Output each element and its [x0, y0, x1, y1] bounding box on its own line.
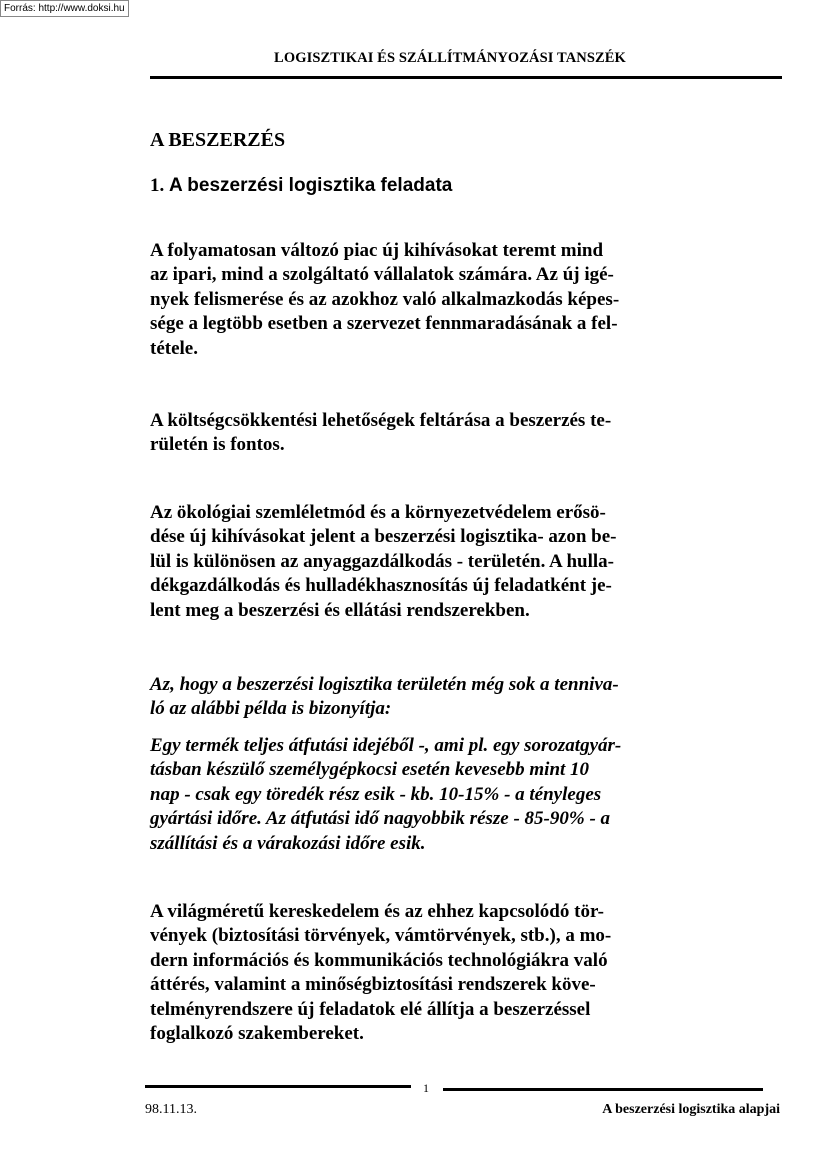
paragraph-world-trade [150, 900, 710, 1046]
paragraph-line: Az, hogy a beszerzési logisztika területén még sok a tenniva- [150, 674, 619, 695]
paragraph-market-challenges [150, 239, 710, 361]
paragraph-line: lent meg a beszerzési és ellátási rendszerekben. [150, 599, 530, 621]
paragraph-line: lül is különösen az anyaggazdálkodás - területén. A hulla- [150, 550, 614, 572]
source-label: Forrás: http://www.doksi.hu [0, 0, 129, 17]
paragraph-line: az ipari, mind a szolgáltató vállalatok számára. Az új igé- [150, 264, 614, 286]
paragraph-line: A világméretű kereskedelem és az ehhez kapcsolódó tör- [150, 901, 604, 922]
paragraph-lead-time-example [150, 734, 710, 856]
paragraph-line: gyártási időre. Az átfutási idő nagyobbik része - 85-90% - a [150, 808, 611, 830]
paragraph-cost-reduction [150, 409, 710, 458]
paragraph-line: tásban készülő személygépkocsi esetén kevesebb mint 10 [150, 759, 590, 781]
subsection-title [150, 175, 452, 197]
paragraph-ecology [150, 501, 710, 623]
paragraph-line: A költségcsökkentési lehetőségek feltárása a beszerzés te- [150, 410, 612, 431]
paragraph-line: tétele. [150, 337, 198, 359]
paragraph-line: áttérés, valamint a minőségbiztosítási rendszerek köve- [150, 974, 596, 996]
paragraph-line: dern információs és kommunikációs technológiákra való [150, 949, 608, 971]
paragraph-line: szállítási és a várakozási időre esik. [150, 832, 426, 854]
paragraph-line: rületén is fontos. [150, 434, 285, 456]
subsection-number: 1. [150, 175, 165, 196]
footer-rule-right [443, 1088, 763, 1091]
paragraph-line: ló az alábbi példa is bizonyítja: [150, 698, 392, 720]
paragraph-line: dése új kihívásokat jelent a beszerzési logisztika- azon be- [150, 526, 617, 548]
paragraph-line: nap - csak egy töredék rész esik - kb. 10-15% - a tényleges [150, 783, 602, 805]
subsection-heading: A beszerzési logisztika feladata [169, 175, 453, 196]
paragraph-line: telményrendszere új feladatok elé állítja a beszerzéssel [150, 998, 591, 1020]
paragraph-line: A folyamatosan változó piac új kihívásokat teremt mind [150, 240, 604, 261]
paragraph-line: Egy termék teljes átfutási idejéből -, ami pl. egy sorozatgyár- [150, 735, 622, 756]
footer-date: 98.11.13. [145, 1102, 197, 1117]
paragraph-line: Az ökológiai szemléletmód és a környezetvédelem erősö- [150, 502, 606, 523]
paragraph-line: nyek felismerése és az azokhoz való alkalmazkodás képes- [150, 288, 620, 310]
paragraph-line: foglalkozó szakembereket. [150, 1023, 364, 1045]
section-title: A BESZERZÉS [150, 129, 286, 151]
footer-document-title: A beszerzési logisztika alapjai [602, 1102, 780, 1117]
paragraph-example-intro [150, 673, 710, 722]
paragraph-line: dékgazdálkodás és hulladékhasznosítás új feladatként je- [150, 575, 612, 597]
paragraph-line: sége a legtöbb esetben a szervezet fennmaradásának a fel- [150, 313, 618, 335]
header-rule [150, 76, 782, 79]
department-header: LOGISZTIKAI ÉS SZÁLLÍTMÁNYOZÁSI TANSZÉK [274, 50, 626, 66]
paragraph-line: vények (biztosítási törvények, vámtörvények, stb.), a mo- [150, 925, 612, 947]
footer-rule-left [145, 1085, 411, 1088]
page-number: 1 [423, 1081, 429, 1095]
